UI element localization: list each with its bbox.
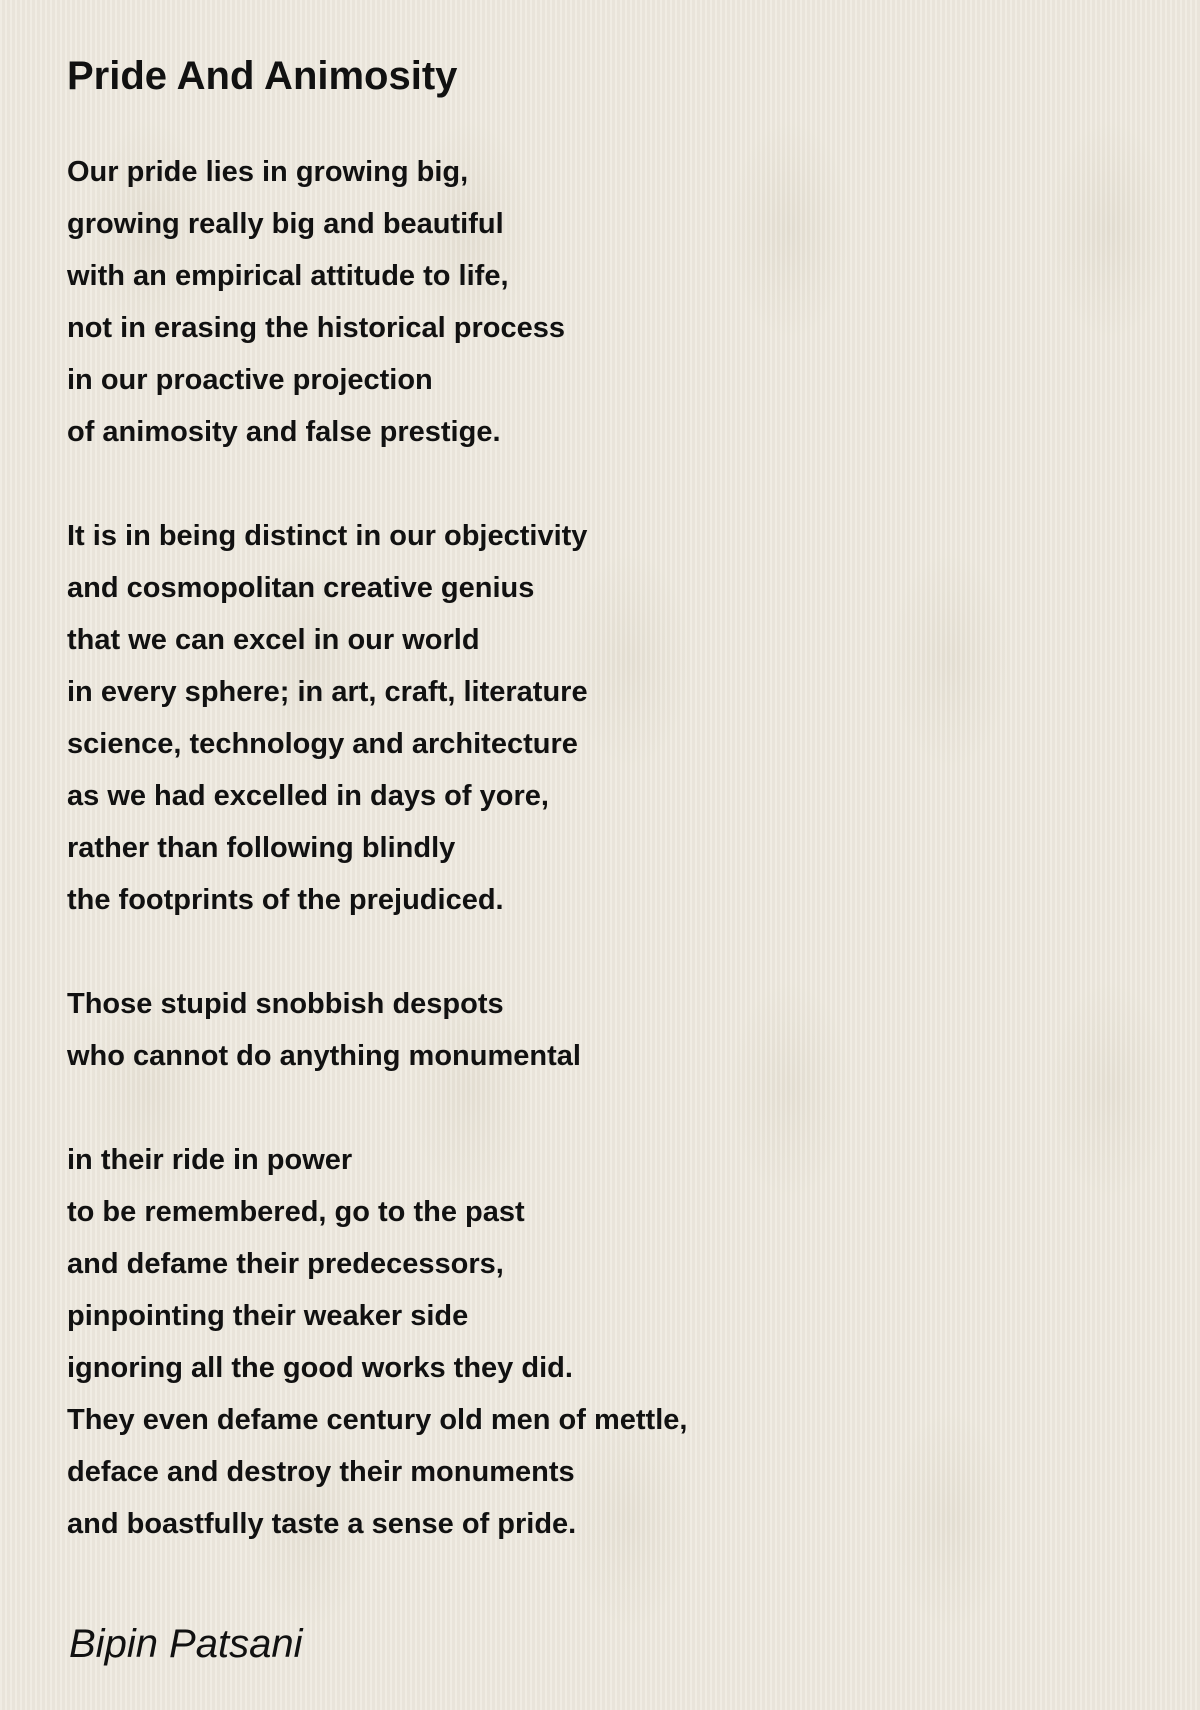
poem-line: with an empirical attitude to life, xyxy=(67,260,509,292)
poem-line: pinpointing their weaker side xyxy=(67,1300,469,1332)
poem-line: in our proactive projection xyxy=(67,364,433,396)
poem-line: in their ride in power xyxy=(67,1144,353,1176)
poem-line: deface and destroy their monuments xyxy=(67,1456,575,1488)
poem-title: Pride And Animosity xyxy=(67,54,458,98)
stanza-3 xyxy=(67,978,687,1082)
stanza-gap xyxy=(67,926,687,978)
poem-author: Bipin Patsani xyxy=(69,1622,303,1666)
poem-line: It is in being distinct in our objectivity xyxy=(67,520,588,552)
stanza-4 xyxy=(67,1134,687,1550)
poem-line: growing really big and beautiful xyxy=(67,208,504,240)
poem-line: and cosmopolitan creative genius xyxy=(67,572,535,604)
poem-line: and defame their predecessors, xyxy=(67,1248,504,1280)
poem-line: science, technology and architecture xyxy=(67,728,578,760)
poem-line: Our pride lies in growing big, xyxy=(67,156,469,188)
poem-line: and boastfully taste a sense of pride. xyxy=(67,1508,577,1540)
stanza-2 xyxy=(67,510,687,926)
poem-line: not in erasing the historical process xyxy=(67,312,565,344)
stanza-gap xyxy=(67,1082,687,1134)
poem-line: ignoring all the good works they did. xyxy=(67,1352,573,1384)
poem-line: the footprints of the prejudiced. xyxy=(67,884,504,916)
poem-body xyxy=(67,146,687,1550)
poem-line: of animosity and false prestige. xyxy=(67,416,501,448)
poem-line: as we had excelled in days of yore, xyxy=(67,780,549,812)
stanza-1 xyxy=(67,146,687,458)
poem-card xyxy=(67,48,1127,1666)
poem-line: Those stupid snobbish despots xyxy=(67,988,504,1020)
poem-line: who cannot do anything monumental xyxy=(67,1040,581,1072)
poem-line: that we can excel in our world xyxy=(67,624,480,656)
poem-line: rather than following blindly xyxy=(67,832,456,864)
poem-line: They even defame century old men of mettle, xyxy=(67,1404,688,1436)
poem-line: in every sphere; in art, craft, literature xyxy=(67,676,588,708)
poem-line: to be remembered, go to the past xyxy=(67,1196,525,1228)
stanza-gap xyxy=(67,458,687,510)
